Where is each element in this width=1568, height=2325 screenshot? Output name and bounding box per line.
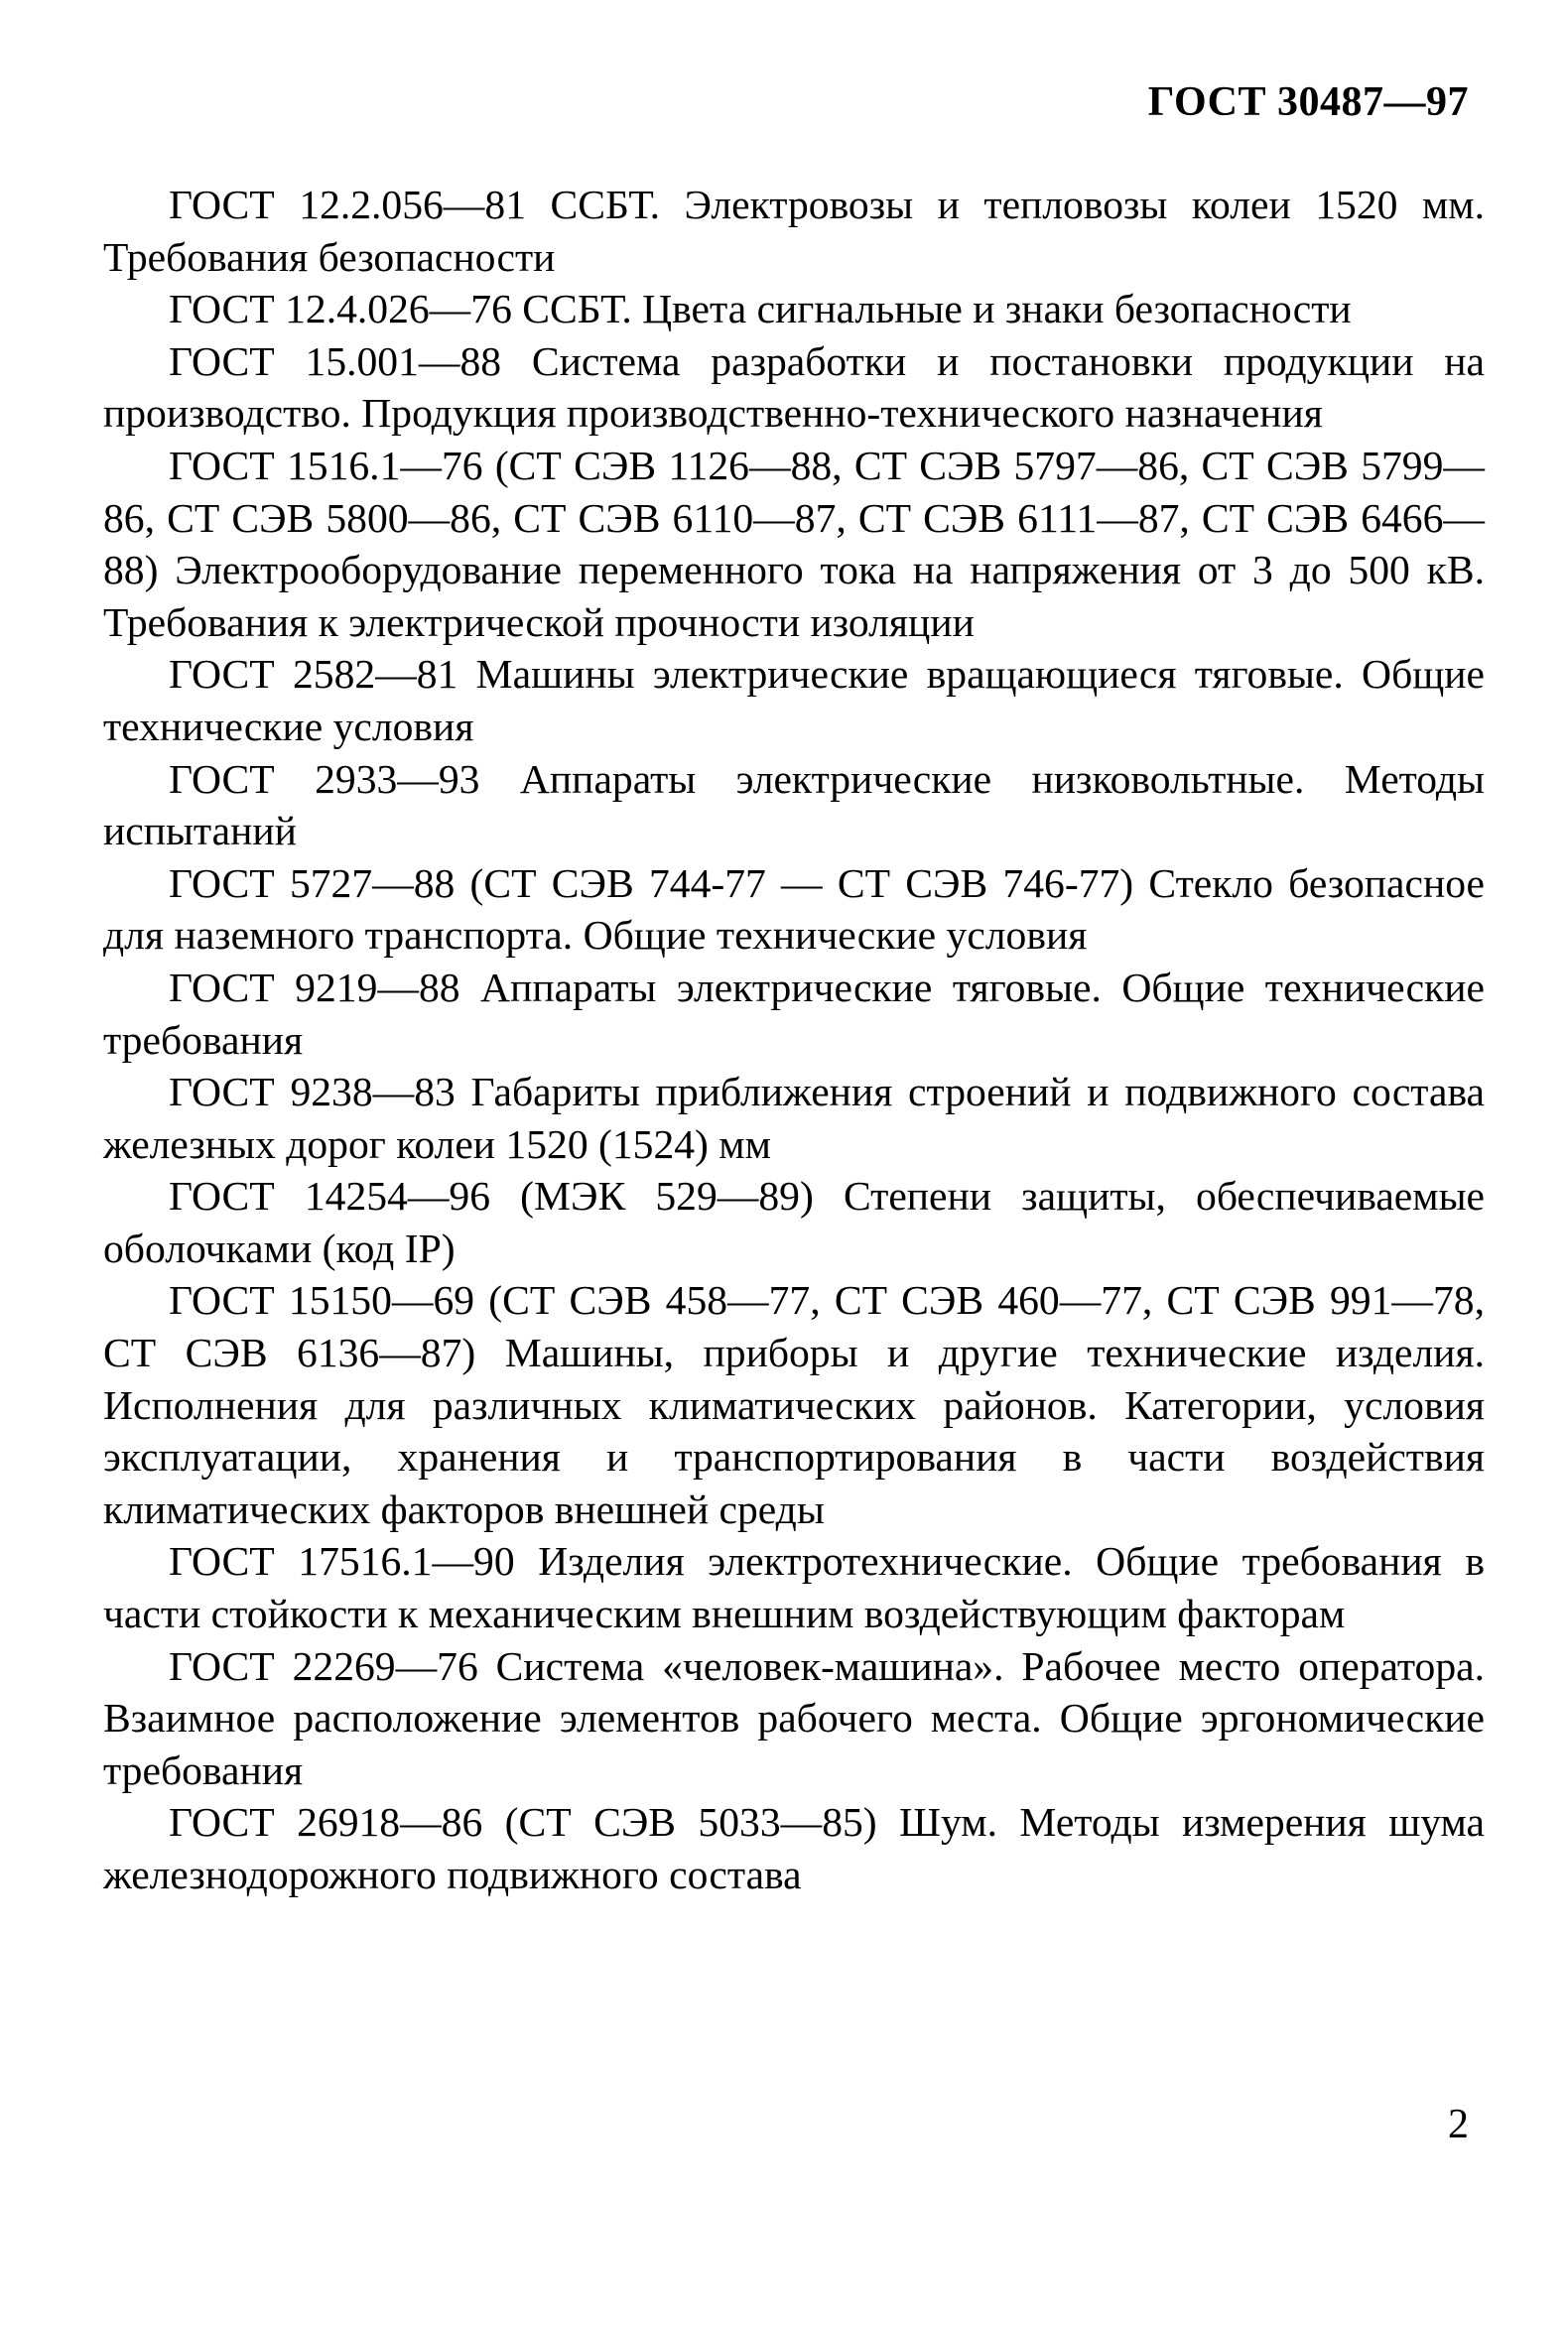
standard-header: ГОСТ 30487—97 — [1147, 79, 1469, 125]
reference-entry: ГОСТ 17516.1—90 Изделия электротехнические. Общие требования в части стойкости к механическим внешним воздействующим факторам — [103, 1538, 1485, 1637]
reference-entry: ГОСТ 26918—86 (СТ СЭВ 5033—85) Шум. Методы измерения шума железнодорожного подвижного состава — [103, 1799, 1485, 1897]
reference-entry: ГОСТ 12.4.026—76 ССБТ. Цвета сигнальные и знаки безопасности — [169, 286, 1352, 332]
reference-entry: ГОСТ 1516.1—76 (СТ СЭВ 1126—88, СТ СЭВ 5797—86, СТ СЭВ 5799—86, СТ СЭВ 5800—86, СТ СЭВ 6110—87, СТ СЭВ 6111—87, СТ СЭВ 6466—88) Электрооборудование переменного тока на напряжения от 3 до 500 кВ. Требования к электрической прочности изоляции — [103, 442, 1485, 645]
reference-entry: ГОСТ 22269—76 Система «человек-машина». Рабочее место оператора. Взаимное расположение элементов рабочего места. Общие эргономические требования — [103, 1642, 1485, 1793]
reference-entry: ГОСТ 15150—69 (СТ СЭВ 458—77, СТ СЭВ 460—77, СТ СЭВ 991—78, СТ СЭВ 6136—87) Машины, приборы и другие технические изделия. Исполнения для различных климатических районов. Категории, условия эксплуатации, хранения и транспортирования в части воздействия климатических факторов внешней среды — [103, 1277, 1485, 1532]
reference-entry: ГОСТ 9238—83 Габариты приближения строений и подвижного состава железных дорог колеи 1520 (1524) мм — [103, 1069, 1485, 1167]
reference-entry: ГОСТ 9219—88 Аппараты электрические тяговые. Общие технические требования — [103, 964, 1485, 1063]
reference-entry: ГОСТ 2933—93 Аппараты электрические низковольтные. Методы испытаний — [103, 755, 1485, 854]
page-number: 2 — [1448, 2102, 1469, 2147]
reference-entry: ГОСТ 5727—88 (СТ СЭВ 744-77 — СТ СЭВ 746-77) Стекло безопасное для наземного транспорта. Общие технические условия — [103, 859, 1485, 959]
reference-entry: ГОСТ 14254—96 (МЭК 529—89) Степени защиты, обеспечиваемые оболочками (код IP) — [103, 1173, 1485, 1271]
references-list — [103, 179, 1485, 1901]
reference-entry: ГОСТ 2582—81 Машины электрические вращающиеся тяговые. Общие технические условия — [103, 651, 1485, 749]
reference-entry: ГОСТ 12.2.056—81 ССБТ. Электровозы и тепловозы колеи 1520 мм. Требования безопасности — [103, 182, 1485, 280]
reference-entry: ГОСТ 15.001—88 Система разработки и постановки продукции на производство. Продукция производственно-технического назначения — [103, 337, 1485, 437]
